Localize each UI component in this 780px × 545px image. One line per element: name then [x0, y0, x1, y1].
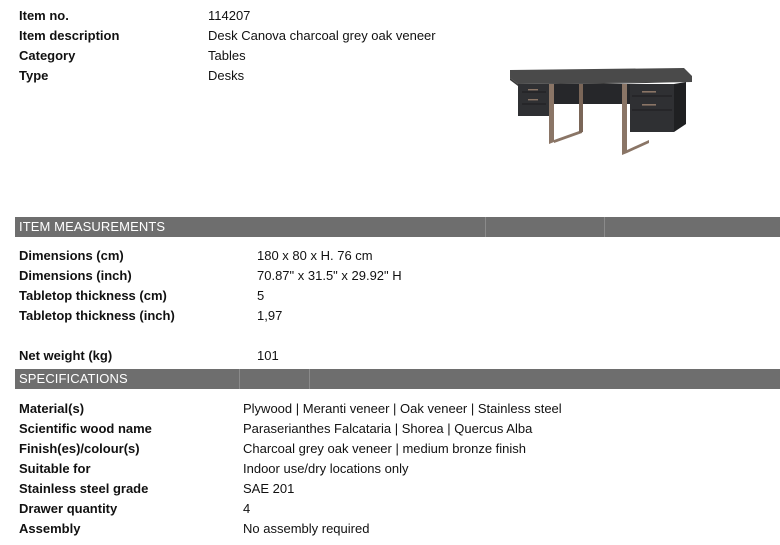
materials-value: Plywood | Meranti veneer | Oak veneer | Stainless steel: [243, 401, 562, 416]
scientific-wood-name-row: [0, 419, 780, 439]
finish-colour-label: Finish(es)/colour(s): [19, 441, 140, 456]
suitable-for-value: Indoor use/dry locations only: [243, 461, 409, 476]
type-value: Desks: [208, 68, 245, 83]
net-weight-value: 101: [257, 348, 279, 363]
tabletop-thickness-cm-label: Tabletop thickness (cm): [19, 288, 167, 303]
specifications-header: [15, 369, 780, 389]
category-value: Tables: [208, 48, 246, 63]
assembly-label: Assembly: [19, 521, 81, 536]
tabletop-thickness-inch-label: Tabletop thickness (inch): [19, 308, 175, 323]
header-divider: [239, 369, 240, 389]
item-description-label: Item description: [19, 28, 120, 43]
item-measurements-header: [15, 217, 780, 237]
item-description-value: Desk Canova charcoal grey oak veneer: [208, 28, 436, 43]
item-no-row: [0, 6, 780, 26]
tabletop-thickness-inch-row: [0, 306, 780, 326]
materials-row: [0, 399, 780, 419]
suitable-for-label: Suitable for: [19, 461, 91, 476]
stainless-steel-grade-value: SAE 201: [243, 481, 295, 496]
assembly-value: No assembly required: [243, 521, 370, 536]
drawer-quantity-value: 4: [243, 501, 251, 516]
finish-colour-row: [0, 439, 780, 459]
tabletop-thickness-cm-value: 5: [257, 288, 265, 303]
category-label: Category: [19, 48, 76, 63]
dimensions-inch-label: Dimensions (inch): [19, 268, 132, 283]
dimensions-inch-row: [0, 266, 780, 286]
dimensions-cm-row: [0, 246, 780, 266]
item-no-value: 114207: [208, 8, 251, 23]
finish-colour-value: Charcoal grey oak veneer | medium bronze finish: [243, 441, 527, 456]
stainless-steel-grade-row: [0, 479, 780, 499]
scientific-wood-name-label: Scientific wood name: [19, 421, 152, 436]
tabletop-thickness-cm-row: [0, 286, 780, 306]
item-description-row: [0, 26, 780, 46]
drawer-quantity-label: Drawer quantity: [19, 501, 118, 516]
header-divider: [309, 369, 310, 389]
header-divider: [485, 217, 486, 237]
dimensions-inch-value: 70.87" x 31.5" x 29.92" H: [257, 268, 402, 283]
net-weight-label: Net weight (kg): [19, 348, 113, 363]
drawer-quantity-row: [0, 499, 780, 519]
stainless-steel-grade-label: Stainless steel grade: [19, 481, 149, 496]
tabletop-thickness-inch-value: 1,97: [257, 308, 283, 323]
item-no-label: Item no.: [19, 8, 69, 23]
assembly-row: [0, 519, 780, 539]
desk-illustration: [506, 62, 696, 158]
type-label: Type: [19, 68, 49, 83]
item-measurements-title: ITEM MEASUREMENTS: [19, 219, 166, 234]
specifications-title: SPECIFICATIONS: [19, 371, 128, 386]
scientific-wood-name-value: Paraserianthes Falcataria | Shorea | Quercus Alba: [243, 421, 533, 436]
product-image: [506, 62, 696, 158]
net-weight-row: [0, 346, 780, 366]
suitable-for-row: [0, 459, 780, 479]
header-divider: [604, 217, 605, 237]
dimensions-cm-value: 180 x 80 x H. 76 cm: [257, 248, 373, 263]
materials-label: Material(s): [19, 401, 85, 416]
dimensions-cm-label: Dimensions (cm): [19, 248, 124, 263]
